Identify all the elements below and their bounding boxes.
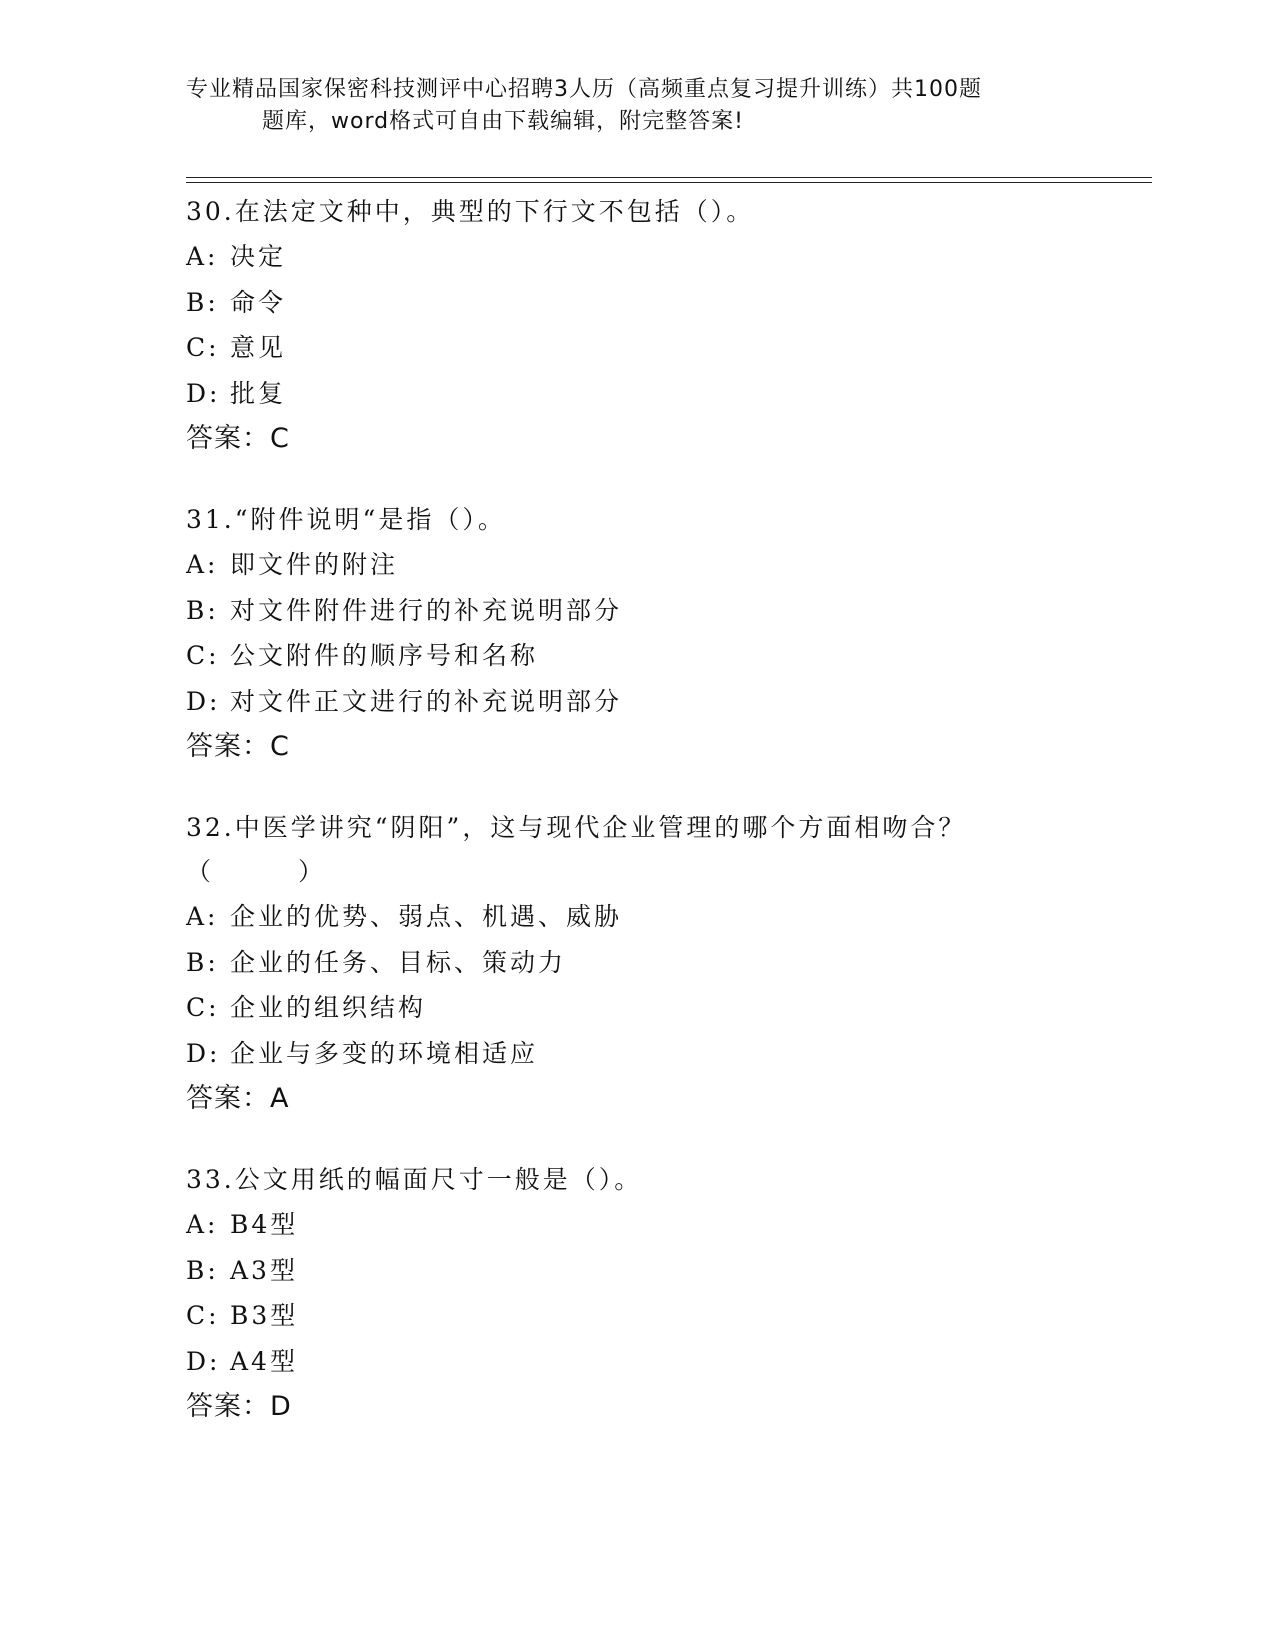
option-b xyxy=(186,1248,1152,1294)
answer-line: 答案：C xyxy=(186,423,290,454)
option-text: 意见 xyxy=(230,333,287,362)
option-text: 企业的任务、目标、策动力 xyxy=(230,947,567,977)
header-line-1: 专业精品国家保密科技测评中心招聘3人历（高频重点复习提升训练）共100题 xyxy=(186,77,982,102)
header-divider-bottom xyxy=(186,182,1152,183)
question-stem: 32.中医学讲究“阴阳”，这与现代企业管理的哪个方面相吻合？（ ） xyxy=(186,813,967,886)
option-text: 企业的组织结构 xyxy=(230,993,427,1022)
option-text: A3型 xyxy=(230,1255,298,1285)
option-key: A: xyxy=(186,902,219,931)
option-text: A4型 xyxy=(230,1346,298,1376)
option-text: 公文附件的顺序号和名称 xyxy=(230,641,539,670)
option-d xyxy=(186,371,1152,417)
option-text: 决定 xyxy=(230,242,287,271)
option-d xyxy=(186,1339,1152,1385)
option-key: D: xyxy=(186,378,221,408)
option-b xyxy=(186,588,1152,634)
option-key: D: xyxy=(186,1346,221,1376)
header-line-2: 题库，word格式可自由下载编辑，附完整答案! xyxy=(262,109,744,134)
answer-line: 答案：D xyxy=(186,1391,292,1422)
option-key: D: xyxy=(186,686,221,716)
option-key: C: xyxy=(186,333,220,362)
option-key: C: xyxy=(186,993,220,1022)
option-c xyxy=(186,1293,1152,1339)
answer-line: 答案：C xyxy=(186,731,290,762)
question-stem: 33.公文用纸的幅面尺寸一般是（）。 xyxy=(186,1165,643,1194)
option-key: C: xyxy=(186,641,220,670)
option-d xyxy=(186,1031,1152,1077)
question-33 xyxy=(186,1158,1152,1430)
option-a xyxy=(186,1202,1152,1248)
option-text: 对文件附件进行的补充说明部分 xyxy=(230,595,623,625)
option-key: A: xyxy=(186,1210,219,1239)
option-b xyxy=(186,940,1152,986)
option-key: C: xyxy=(186,1301,220,1330)
option-key: A: xyxy=(186,550,219,579)
option-c xyxy=(186,633,1152,679)
option-text: 企业的优势、弱点、机遇、威胁 xyxy=(230,902,623,931)
option-key: B: xyxy=(186,1255,219,1285)
option-key: B: xyxy=(186,595,219,625)
option-text: B3型 xyxy=(230,1301,299,1330)
option-d xyxy=(186,679,1152,725)
option-c xyxy=(186,985,1152,1031)
question-stem: 31.“附件说明“是指（）。 xyxy=(186,505,506,534)
header-divider-top xyxy=(186,177,1152,178)
option-text: B4型 xyxy=(230,1210,299,1239)
question-31 xyxy=(186,498,1152,770)
option-text: 批复 xyxy=(230,378,287,408)
option-key: B: xyxy=(186,947,219,977)
question-list xyxy=(186,190,1152,1466)
option-a xyxy=(186,894,1152,940)
option-a xyxy=(186,234,1152,280)
question-32 xyxy=(186,806,1152,1122)
option-key: B: xyxy=(186,287,219,317)
answer-line: 答案：A xyxy=(186,1083,290,1114)
document-header xyxy=(186,74,1086,138)
option-c xyxy=(186,325,1152,371)
option-text: 命令 xyxy=(230,287,287,317)
option-key: A: xyxy=(186,242,219,271)
question-30 xyxy=(186,190,1152,462)
question-stem: 30.在法定文种中，典型的下行文不包括（）。 xyxy=(186,197,755,226)
option-text: 对文件正文进行的补充说明部分 xyxy=(230,686,623,716)
option-a xyxy=(186,542,1152,588)
option-text: 企业与多变的环境相适应 xyxy=(230,1038,539,1068)
option-key: D: xyxy=(186,1038,221,1068)
option-text: 即文件的附注 xyxy=(230,550,399,579)
option-b xyxy=(186,280,1152,326)
